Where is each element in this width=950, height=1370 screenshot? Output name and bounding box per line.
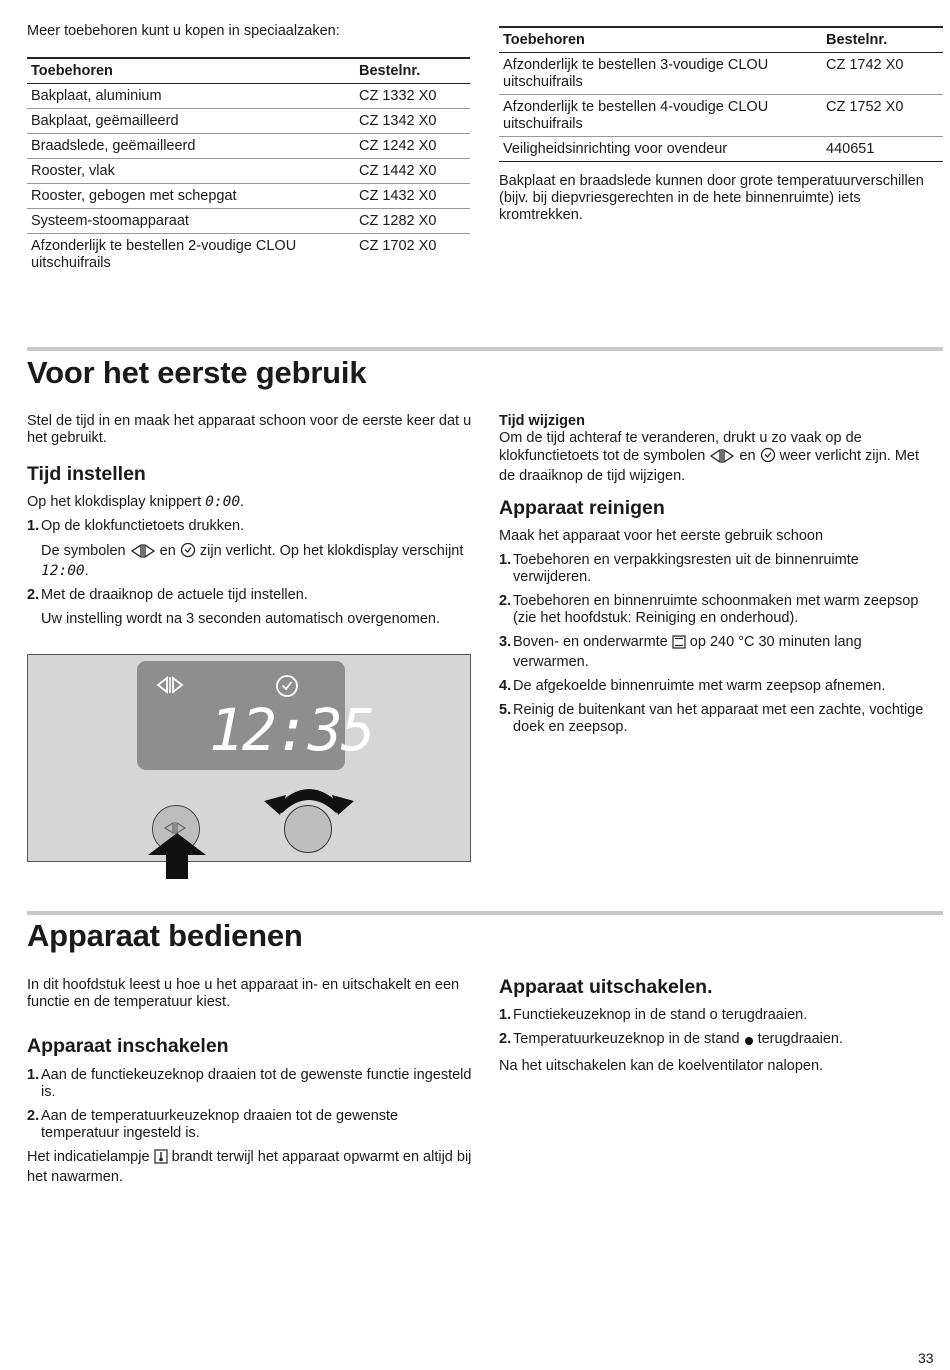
table-row — [27, 184, 470, 209]
clock-icon — [275, 674, 299, 698]
cell-order: CZ 1432 X0 — [355, 184, 470, 209]
table-row — [27, 84, 470, 109]
display-time: 12:35 — [209, 696, 374, 764]
table-row — [27, 209, 470, 234]
cell-name: Afzonderlijk te bestellen 4-voudige CLOU uitschuifrails — [499, 95, 822, 137]
step-number: 5. — [499, 702, 512, 718]
clock-icon — [180, 542, 196, 563]
top-bottom-heat-icon — [672, 635, 686, 654]
change-time-block — [499, 413, 939, 485]
cell-order: 440651 — [822, 137, 943, 162]
text: brandt terwijl het apparaat opwarmt en altijd bij het nawarmen. — [27, 1149, 472, 1185]
table-row — [499, 95, 943, 137]
step-text: terugdraaien. — [753, 1031, 844, 1047]
step-number: 4. — [499, 678, 512, 694]
col-header-order-no: Bestelnr. — [822, 27, 943, 53]
list-item — [499, 702, 939, 736]
lcd-value: 12:00 — [41, 563, 85, 579]
step-number: 2. — [499, 1031, 512, 1047]
list-item — [499, 634, 939, 671]
step-text: Met de draaiknop de actuele tijd instellen. — [41, 587, 308, 603]
list-item — [499, 593, 939, 627]
list-item — [499, 1007, 939, 1024]
control-panel-illustration — [27, 654, 471, 862]
text: zijn verlicht. Op het klokdisplay verschijnt — [195, 543, 464, 559]
accessory-table-right — [499, 26, 943, 162]
filled-dot-icon — [744, 1034, 754, 1051]
table-row — [27, 134, 470, 159]
switch-off-block — [499, 1007, 939, 1075]
step-number: 2. — [27, 1108, 40, 1124]
cell-order: CZ 1752 X0 — [822, 95, 943, 137]
section-title-operate: Apparaat bedienen — [27, 918, 303, 953]
arrows-icon — [155, 676, 185, 694]
cell-order: CZ 1702 X0 — [359, 238, 437, 254]
cell-order: CZ 1742 X0 — [822, 53, 943, 95]
col-header-accessory: Toebehoren — [499, 27, 822, 53]
lcd-value: 0:00 — [205, 494, 241, 510]
step-number: 1. — [499, 1007, 512, 1023]
change-time-text — [499, 430, 939, 485]
list-item — [27, 518, 472, 535]
cell-name: Systeem-stoomapparaat — [27, 209, 355, 234]
arrows-icon — [709, 449, 735, 468]
rotate-arrow-icon — [264, 775, 354, 817]
set-time-block — [27, 494, 472, 635]
col-header-order-no: Bestelnr. — [355, 58, 470, 84]
section-divider — [27, 911, 943, 915]
text: weer verlicht zijn. Met de draaiknop de tijd wijzigen. — [499, 448, 919, 484]
table-row — [27, 159, 470, 184]
step-text: De afgekoelde binnenruimte met warm zeepsop afnemen. — [513, 678, 886, 694]
cell-name: Rooster, gebogen met schepgat — [27, 184, 355, 209]
list-item — [27, 1108, 472, 1142]
step-text: Toebehoren en binnenruimte schoonmaken met warm zeepsop (zie het hoofdstuk: Reiniging en onderhoud). — [513, 593, 919, 626]
step-text: Op de klokfunctietoets drukken. — [41, 518, 245, 534]
section-title-first-use: Voor het eerste gebruik — [27, 355, 367, 390]
text: Het indicatielampje — [27, 1149, 154, 1165]
step-number: 3. — [499, 634, 512, 650]
cell-name: Braadslede, geëmailleerd — [27, 134, 355, 159]
switch-on-block — [27, 1067, 472, 1186]
heading-switch-on: Apparaat inschakelen — [27, 1035, 229, 1057]
step-text: op 240 °C 30 minuten lang verwarmen. — [513, 634, 862, 670]
step-text: Aan de functiekeuzeknop draaien tot de gewenste functie ingesteld is. — [41, 1067, 472, 1100]
arrows-icon — [130, 544, 156, 563]
text: . — [240, 494, 245, 510]
list-item — [499, 552, 939, 586]
text: en — [155, 543, 180, 559]
step-text: Aan de temperatuurkeuzeknop draaien tot de gewenste temperatuur ingesteld is. — [41, 1108, 399, 1141]
clock-display — [137, 661, 374, 770]
thermometer-icon — [154, 1149, 168, 1169]
page-number: 33 — [918, 1350, 934, 1366]
heading-set-time: Tijd instellen — [27, 463, 146, 485]
table-row — [27, 234, 470, 276]
indicator-text — [27, 1149, 472, 1186]
step1-note — [27, 542, 472, 580]
accessory-table-left — [27, 57, 470, 275]
operate-intro: In dit hoofdstuk leest u hoe u het apparaat in- en uitschakelt en een functie en de temperatuur kiest. — [27, 977, 460, 1010]
text: . — [84, 563, 89, 579]
col-header-accessory: Toebehoren — [27, 58, 355, 84]
list-item — [499, 1031, 939, 1051]
heading-switch-off: Apparaat uitschakelen. — [499, 976, 713, 998]
cell-name: Rooster, vlak — [27, 159, 355, 184]
section-divider — [27, 347, 943, 351]
table-row — [499, 137, 943, 162]
table-row — [499, 53, 943, 95]
step-text: Reinig de buitenkant van het apparaat met een zachte, vochtige doek en zeepsop. — [513, 702, 924, 735]
text: en — [735, 448, 760, 464]
clock-icon — [760, 447, 776, 468]
step-text: Boven- en onderwarmte — [513, 634, 672, 650]
step-number: 2. — [499, 593, 512, 609]
heading-clean-appliance: Apparaat reinigen — [499, 497, 665, 519]
first-use-intro: Stel de tijd in en maak het apparaat schoon voor de eerste keer dat u het gebruikt. — [27, 413, 472, 446]
press-arrow-icon — [146, 831, 208, 879]
heading-change-time: Tijd wijzigen — [499, 413, 585, 429]
cell-name: Afzonderlijk te bestellen 2-voudige CLOU uitschuifrails — [31, 238, 297, 271]
cell-name: Bakplaat, geëmailleerd — [27, 109, 355, 134]
cell-name: Bakplaat, aluminium — [27, 84, 355, 109]
intro-text: Meer toebehoren kunt u kopen in speciaalzaken: — [27, 23, 340, 39]
cell-name: Veiligheidsinrichting voor ovendeur — [499, 137, 822, 162]
cell-name: Afzonderlijk te bestellen 3-voudige CLOU uitschuifrails — [499, 53, 822, 95]
note-warping: Bakplaat en braadslede kunnen door grote temperatuurverschillen (bijv. bij diepvriesgerechten in de hete binnenruimte) iets kromtrekken. — [499, 173, 924, 223]
text: Om de tijd achteraf te veranderen, drukt u zo vaak op de klokfunctietoets tot de symbolen — [499, 430, 862, 464]
fan-note: Na het uitschakelen kan de koelventilator nalopen. — [499, 1058, 824, 1074]
clean-appliance-block — [499, 528, 939, 743]
step2-note: Uw instelling wordt na 3 seconden automatisch overgenomen. — [41, 611, 440, 627]
table-row — [27, 109, 470, 134]
step-number: 1. — [499, 552, 512, 568]
cell-order: CZ 1332 X0 — [355, 84, 470, 109]
step-text: Functiekeuzeknop in de stand o terugdraaien. — [513, 1007, 808, 1023]
cell-order: CZ 1342 X0 — [355, 109, 470, 134]
clean-intro: Maak het apparaat voor het eerste gebruik schoon — [499, 528, 824, 544]
list-item — [27, 587, 472, 604]
step-text: Temperatuurkeuzeknop in de stand — [513, 1031, 744, 1047]
cell-order: CZ 1282 X0 — [355, 209, 470, 234]
list-item — [499, 678, 939, 695]
blink-line — [27, 494, 472, 511]
step-text: Toebehoren en verpakkingsresten uit de binnenruimte verwijderen. — [513, 552, 859, 585]
list-item — [27, 1067, 472, 1101]
step-number: 2. — [27, 587, 40, 603]
step-number: 1. — [27, 518, 40, 534]
cell-order: CZ 1242 X0 — [355, 134, 470, 159]
text: De symbolen — [41, 543, 130, 559]
cell-order: CZ 1442 X0 — [355, 159, 470, 184]
step-number: 1. — [27, 1067, 40, 1083]
text: Op het klokdisplay knippert — [27, 494, 206, 510]
